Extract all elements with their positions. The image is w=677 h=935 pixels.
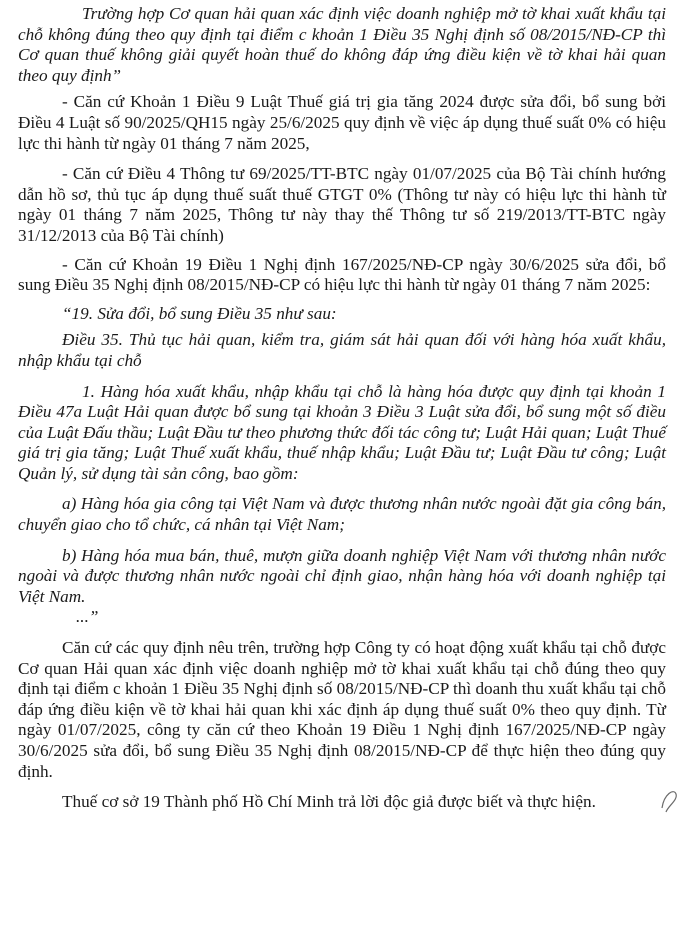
quote-item-b-paragraph: b) Hàng hóa mua bán, thuê, mượn giữa doanh nghiệp Việt Nam với thương nhân nước ngoài và được thương nhân nước ngoài chỉ định giao, nhận hàng hóa với doanh nghiệp tại Việt Nam.	[18, 545, 666, 606]
basis-decree-paragraph: - Căn cứ Khoản 19 Điều 1 Nghị định 167/2025/NĐ-CP ngày 30/6/2025 sửa đổi, bổ sung Điều 35 Nghị định 08/2015/NĐ-CP có hiệu lực thi hành từ ngày 01 tháng 7 năm 2025:	[18, 254, 666, 295]
quote-intro-paragraph: Trường hợp Cơ quan hải quan xác định việc doanh nghiệp mở tờ khai xuất khẩu tại chỗ không đúng theo quy định tại điểm c khoản 1 Điều 35 Nghị định số 08/2015/NĐ-CP thì Cơ quan thuế không giải quyết hoàn thuế do không đáp ứng điều kiện về tờ khai hải quan theo quy định”	[18, 4, 666, 85]
closing-paragraph: Thuế cơ sở 19 Thành phố Hồ Chí Minh trả lời độc giả được biết và thực hiện.	[62, 792, 596, 812]
quote-amendment-heading: “19. Sửa đổi, bổ sung Điều 35 như sau:	[62, 303, 337, 323]
quote-ellipsis: ...”	[76, 607, 99, 627]
quote-item-1-paragraph: 1. Hàng hóa xuất khẩu, nhập khẩu tại chỗ là hàng hóa được quy định tại khoản 1 Điều 47a Luật Hải quan được bổ sung tại khoản 3 Điều 3 Luật sửa đổi, bổ sung một số điều của Luật Đấu thầu; Luật Đầu tư theo phương thức đối tác công tư; Luật Hải quan; Luật Thuế giá trị gia tăng; Luật Thuế xuất khẩu, thuế nhập khẩu; Luật Đầu tư; Luật Đầu tư công; Luật Quản lý, sử dụng tài sản công, bao gồm:	[18, 381, 666, 483]
closing-block	[18, 792, 666, 813]
basis-circular-paragraph: - Căn cứ Điều 4 Thông tư 69/2025/TT-BTC ngày 01/07/2025 của Bộ Tài chính hướng dẫn hồ sơ, thủ tục áp dụng thuế suất thuế GTGT 0% (Thông tư này có hiệu lực thi hành từ ngày 01 tháng 7 năm 2025, Thông tư này thay thế Thông tư số 219/2013/TT-BTC ngày 31/12/2013 của Bộ Tài chính)	[18, 164, 666, 245]
basis-vat-law-paragraph: - Căn cứ Khoản 1 Điều 9 Luật Thuế giá trị gia tăng 2024 được sửa đổi, bổ sung bởi Điều 4 Luật số 90/2025/QH15 ngày 25/6/2025 quy định về việc áp dụng thuế suất 0% có hiệu lực thi hành từ ngày 01 tháng 7 năm 2025,	[18, 92, 666, 153]
document-page	[18, 4, 666, 813]
quote-article-35-heading: Điều 35. Thủ tục hải quan, kiểm tra, giám sát hải quan đối với hàng hóa xuất khẩu, nhập khẩu tại chỗ	[18, 330, 666, 370]
quote-item-a-paragraph: a) Hàng hóa gia công tại Việt Nam và được thương nhân nước ngoài đặt gia công bán, chuyển giao cho tổ chức, cá nhân tại Việt Nam;	[18, 494, 666, 535]
conclusion-paragraph: Căn cứ các quy định nêu trên, trường hợp Công ty có hoạt động xuất khẩu tại chỗ được Cơ quan Hải quan xác định việc doanh nghiệp mở tờ khai xuất khẩu tại chỗ đúng theo quy định tại điểm c khoản 1 Điều 35 Nghị định số 08/2015/NĐ-CP thì doanh thu xuất khẩu tại chỗ đáp ứng điều kiện về tờ khai hải quan khi xác định áp dụng thuế suất 0% theo quy định. Từ ngày 01/07/2025, công ty căn cứ theo Khoản 19 Điều 1 Nghị định 167/2025/NĐ-CP ngày 30/6/2025 sửa đổi, bổ sung Điều 35 Nghị định 08/2015/NĐ-CP để thực hiện theo đúng quy định.	[18, 638, 666, 781]
handwritten-mark-icon	[658, 786, 677, 816]
